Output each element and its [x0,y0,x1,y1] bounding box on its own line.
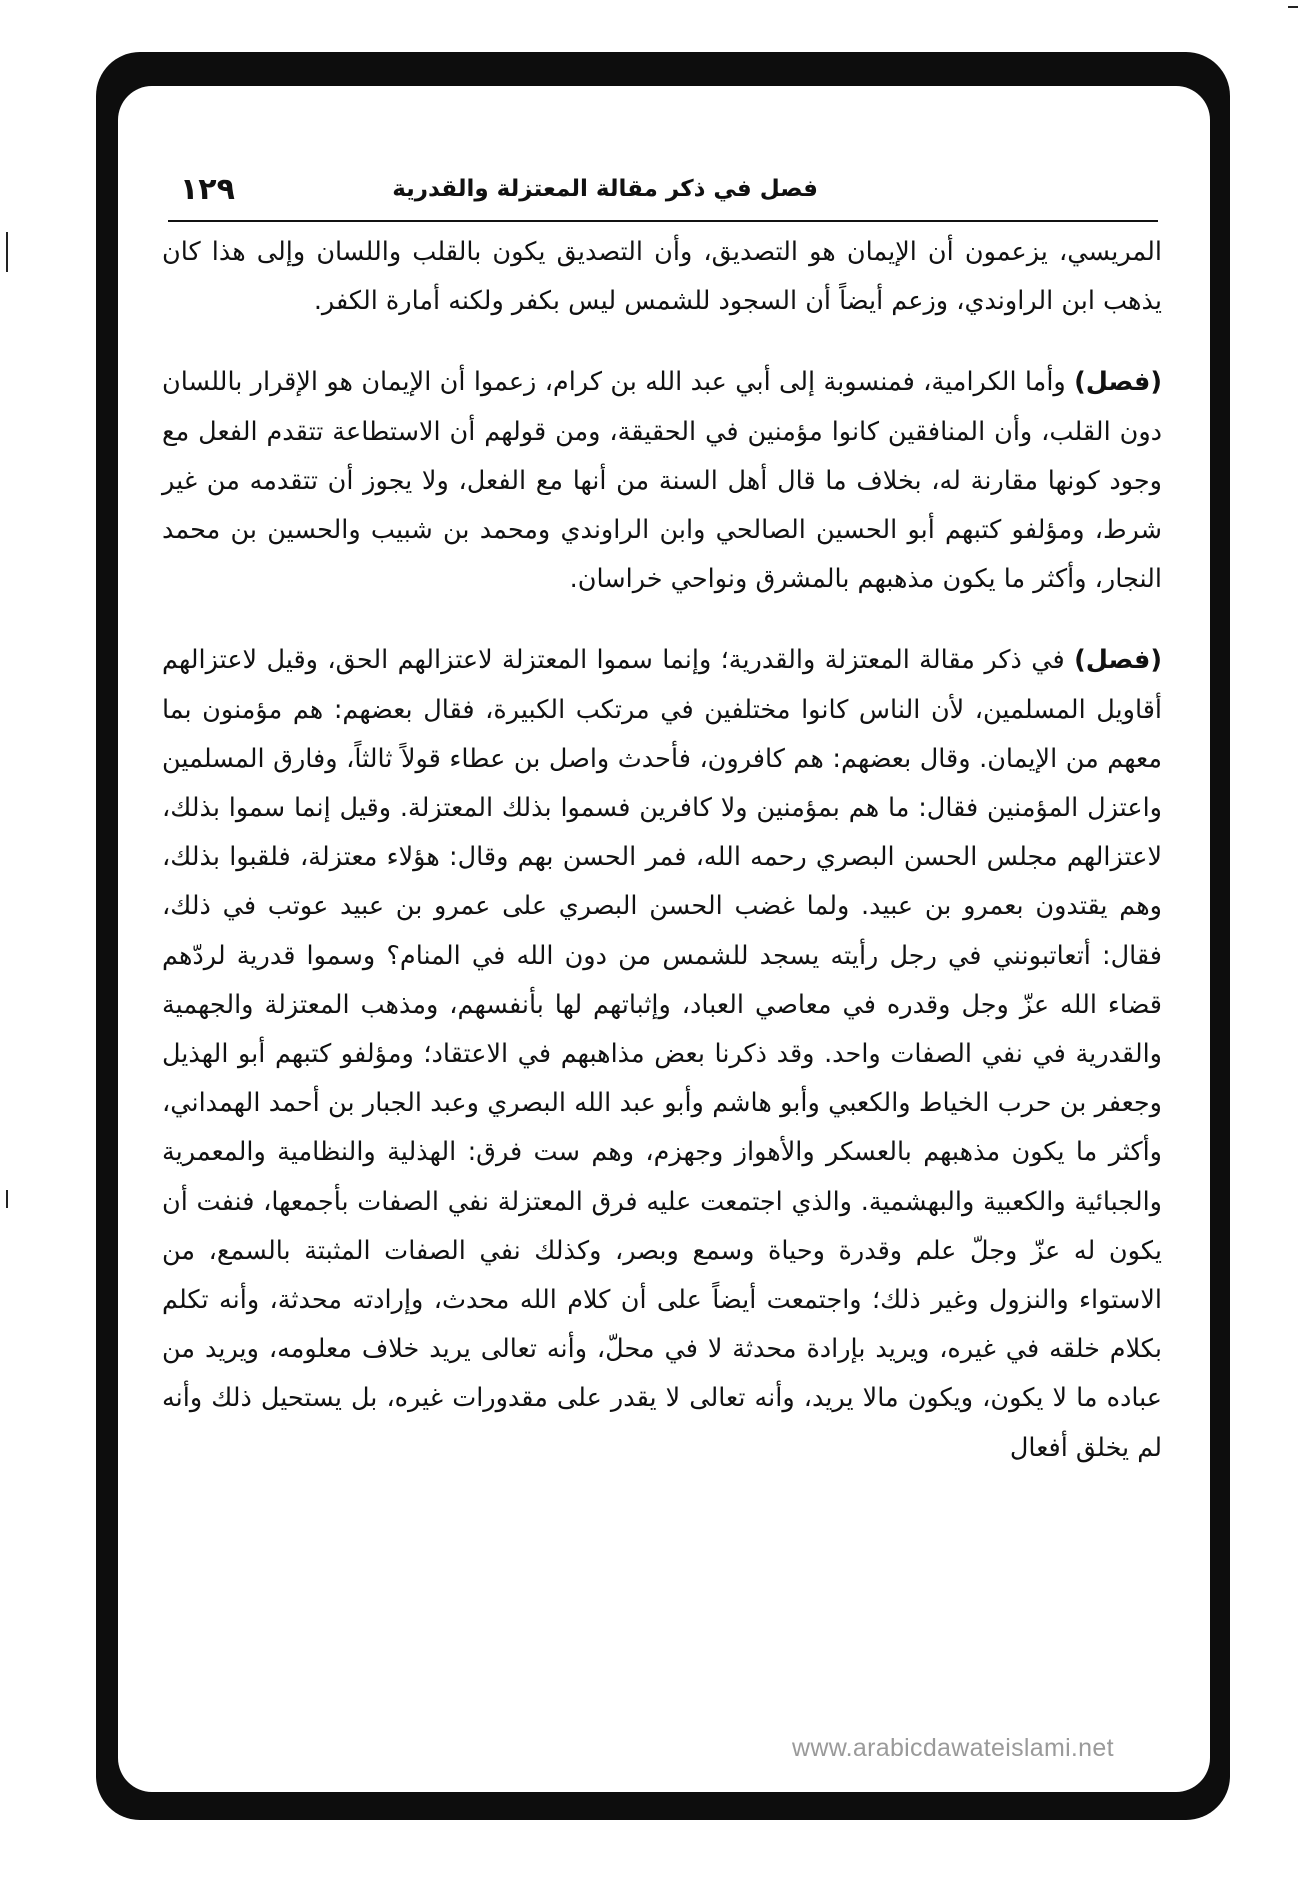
scan-mark-right [1288,6,1298,8]
page-number: ١٢٩ [180,172,235,207]
running-title: فصل في ذكر مقالة المعتزلة والقدرية [392,176,818,202]
scan-mark-left [6,232,8,272]
paragraph [162,636,1162,1472]
paragraph-text: المريسي، يزعمون أن الإيمان هو التصديق، وأن التصديق يكون بالقلب واللسان وإلى هذا كان يذهب ابن الراوندي، وزعم أيضاً أن السجود للشمس ليس بكفر ولكنه أمارة الكفر. [162,237,1162,317]
section-marker: (فصل) [1074,645,1162,676]
section-marker: (فصل) [1074,367,1162,398]
paragraph [162,228,1162,326]
paragraph-gap [162,604,1162,636]
running-header [168,172,1158,218]
paragraph [162,358,1162,604]
watermark: www.arabicdawateislami.net [792,1734,1114,1762]
header-rule [168,220,1158,222]
paragraph-text: في ذكر مقالة المعتزلة والقدرية؛ وإنما سموا المعتزلة لاعتزالهم الحق، وقيل لاعتزالهم أقاويل المسلمين، لأن الناس كانوا مختلفين في مرتكب الكبيرة، فقال بعضهم: هم مؤمنون بما معهم من الإيمان. وقال بعضهم: هم كافرون، فأحدث واصل بن عطاء قولاً ثالثاً، وفارق المسلمين واعتزل المؤمنين فقال: ما هم بمؤمنين ولا كافرين فسموا بذلك المعتزلة. وقيل إنما سموا بذلك، لاعتزالهم مجلس الحسن البصري رحمه الله، فمر الحسن بهم وقال: هؤلاء معتزلة، فلقبوا بذلك، وهم يقتدون بعمرو بن عبيد. ولما غضب الحسن البصري على عمرو بن عبيد عوتب في ذلك، فقال: أتعاتبونني في رجل رأيته يسجد للشمس من دون الله في المنام؟ وسموا قدرية لردّهم قضاء الله عزّ وجل وقدره في معاصي العباد، وإثباتهم لها بأنفسهم، ومذهب المعتزلة والجهمية والقدرية في نفي الصفات واحد. وقد ذكرنا بعض مذاهبهم في الاعتقاد؛ ومؤلفو كتبهم أبو الهذيل وجعفر بن حرب الخياط والكعبي وأبو هاشم وأبو عبد الله البصري وعبد الجبار بن أحمد الهمداني، وأكثر ما يكون مذهبهم بالعسكر والأهواز وجهزم، وهم ست فرق: الهذلية والنظامية والمعمرية والجبائية والكعبية والبهشمية. والذي اجتمعت عليه فرق المعتزلة نفي الصفات بأجمعها، فنفت أن يكون له عزّ وجلّ علم وقدرة وحياة وسمع وبصر، وكذلك نفي الصفات المثبتة بالسمع، من الاستواء والنزول وغير ذلك؛ واجتمعت أيضاً على أن كلام الله محدث، وإرادته محدثة، وأنه تكلم بكلام خلقه في غيره، ويريد بإرادة محدثة لا في محلّ، وأنه تعالى يريد خلاف معلومه، ويريد من عباده ما لا يكون، ويكون مالا يريد، وأنه تعالى لا يقدر على مقدورات غيره، بل يستحيل ذلك وأنه لم يخلق أفعال [162,645,1162,1463]
paragraph-text: وأما الكرامية، فمنسوبة إلى أبي عبد الله بن كرام، زعموا أن الإيمان هو الإقرار باللسان دون القلب، وأن المنافقين كانوا مؤمنين في الحقيقة، ومن قولهم أن الاستطاعة تتقدم الفعل مع وجود كونها مقارنة له، بخلاف ما قال أهل السنة من أنها مع الفعل، ولا يجوز أن تتقدمه من غير شرط، ومؤلفو كتبهم أبو الحسين الصالحي وابن الراوندي ومحمد بن شبيب والحسين بن محمد النجار، وأكثر ما يكون مذهبهم بالمشرق ونواحي خراسان. [162,367,1162,595]
body-text [162,228,1162,1473]
paragraph-gap [162,326,1162,358]
scan-mark-left-lower [6,1190,8,1208]
